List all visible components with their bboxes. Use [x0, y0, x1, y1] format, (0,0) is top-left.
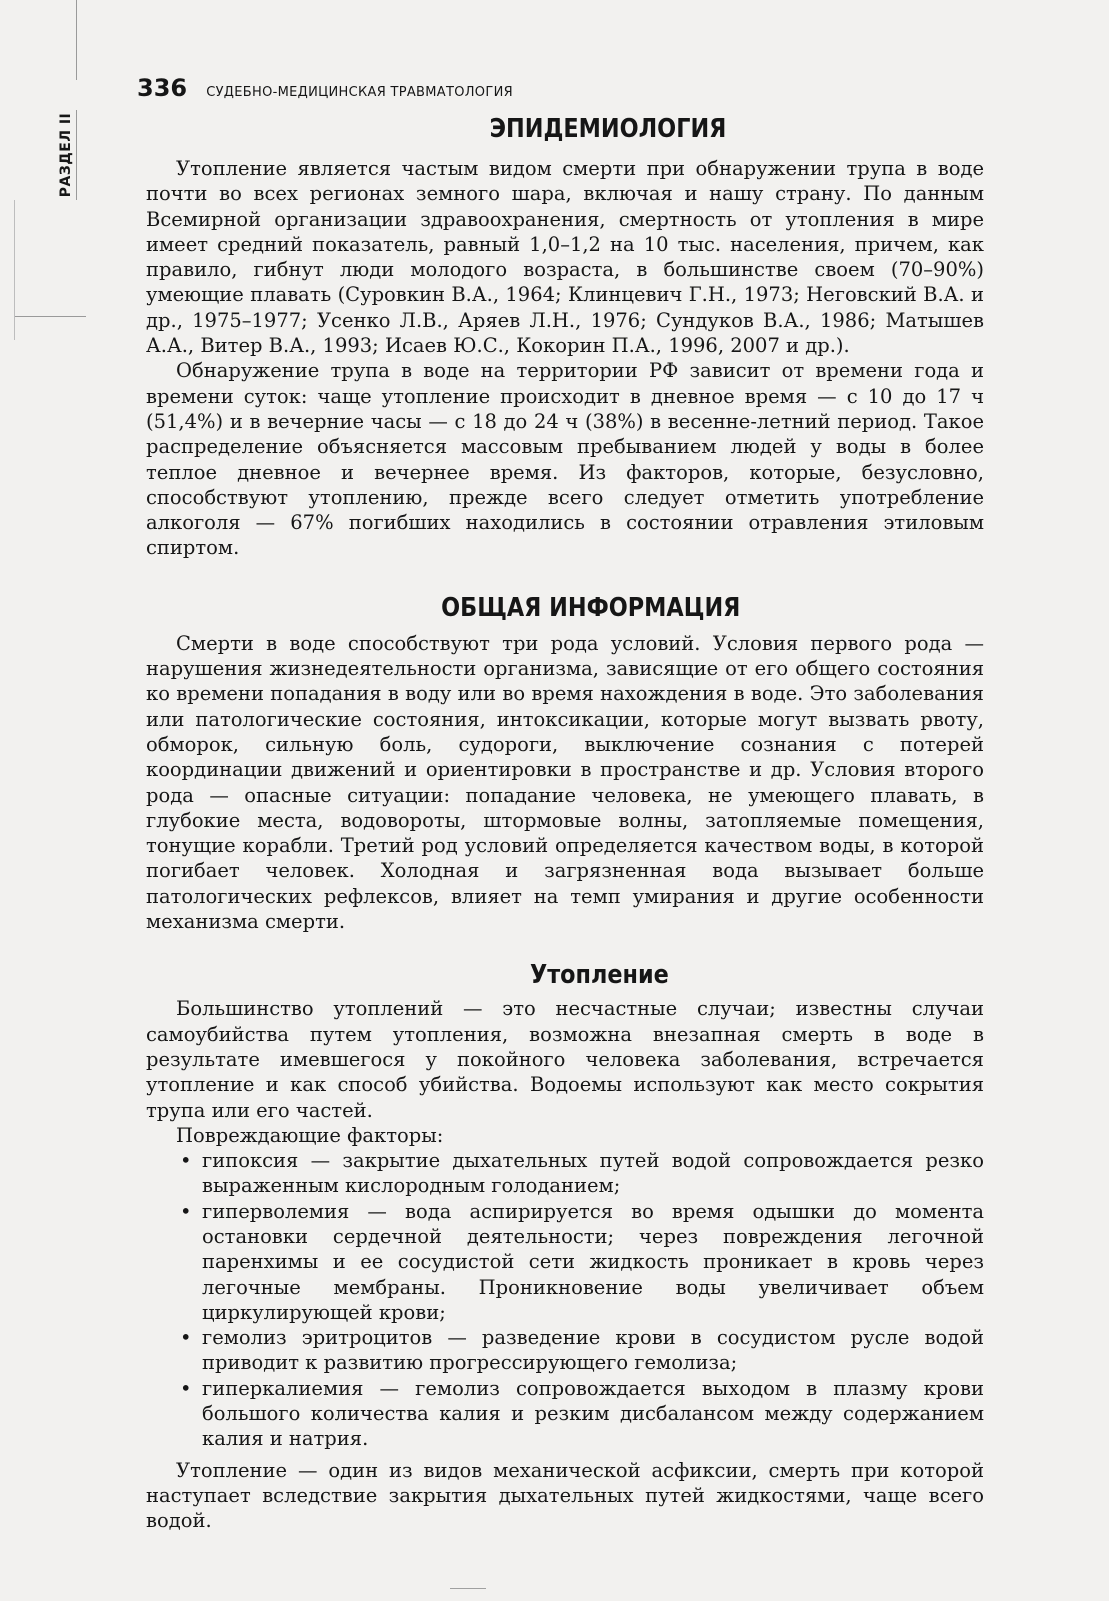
paragraph: Большинство утоплений — это несчастные случаи; известны случаи самоубийства путем утопления, возможна внезапная смерть в воде в результате имевшегося у покойного человека заболевания, встречается утопление и как способ убийства. Водоемы используют как место сокрытия трупа или его частей. [146, 997, 984, 1122]
paragraph: Смерти в воде способствуют три рода условий. Условия первого рода — нарушения жизнедеятельности организма, зависящие от его общего состояния ко времени попадания в воду или во время нахождения в воде. Это заболевания или патологические состояния, интоксикации, которые могут вызвать рвоту, обморок, сильную боль, судороги, выключение сознания с потерей координации движений и ориентировки в пространстве и др. Условия второго рода — опасные ситуации: попадание человека, не умеющего плавать, в глубокие места, водовороты, штормовые волны, затопляемые помещения, тонущие корабли. Третий род условий определяется качеством воды, в которой погибает человек. Холодная и загрязненная вода вызывает больше патологических рефлексов, влияет на темп умирания и другие особенности механизма смерти. [146, 631, 984, 934]
section-heading-epidemiology: ЭПИДЕМИОЛОГИЯ [489, 114, 727, 144]
paragraph: Обнаружение трупа в воде на территории РФ зависит от времени года и времени суток: чаще утопление происходит в дневное время — с 10 до 17 ч (51,4%) и в вечерние часы — с 18 до 24 ч (38%) в весенне-летний период. Такое распределение объясняется массовым пребыванием людей у воды в более теплое дневное и вечернее время. Из факторов, которые, безусловно, способствуют утоплению, прежде всего следует отметить употребление алкоголя — 67% погибших находились в состоянии отравления этиловым спиртом. [146, 359, 984, 560]
list-item: • гипоксия — закрытие дыхательных путей водой сопровождается резко выраженным кислородным голоданием; [202, 1148, 984, 1199]
paragraph-lead-in: Повреждающие факторы: [176, 1123, 444, 1147]
scan-edge-line [76, 0, 77, 80]
section-heading-general-info: ОБЩАЯ ИНФОРМАЦИЯ [441, 592, 741, 623]
damaging-factors-list [146, 1148, 984, 1452]
list-item: • гиперкалиемия — гемолиз сопровождается выходом в плазму крови большого количества калия и резким дисбалансом между содержанием калия и натрия. [202, 1376, 984, 1452]
section-side-tab [48, 100, 84, 210]
scan-edge-line [14, 200, 15, 340]
paragraph: Утопление является частым видом смерти при обнаружении трупа в воде почти во всех регионах земного шара, включая и нашу страну. По данным Всемирной организации здравоохранения, смертность от утопления в мире имеет средний показатель, равный 1,0–1,2 на 10 тыс. населения, причем, как правило, гибнут люди молодого возраста, в большинстве своем (70–90%) умеющие плавать (Суровкин В.А., 1964; Клинцевич Г.Н., 1973; Неговский В.А. и др., 1975–1977; Усенко Л.В., Аряев Л.Н., 1976; Сундуков В.А., 1986; Матышев А.А., Витер В.А., 1993; Исаев Ю.С., Кокорин П.А., 1996, 2007 и др.). [146, 157, 984, 358]
page-body [146, 112, 984, 1534]
running-title: СУДЕБНО-МЕДИЦИНСКАЯ ТРАВМАТОЛОГИЯ [206, 85, 513, 100]
section-heading-drowning: Утопление [529, 960, 669, 991]
list-item: • гиперволемия — вода аспирируется во время одышки до момента остановки сердечной деятельности; через повреждения легочной паренхимы и ее сосудистой сети жидкость проникает в кровь через легочные мембраны. Проникновение воды увеличивает объем циркулирующей крови; [202, 1199, 984, 1325]
list-item: • гемолиз эритроцитов — разведение крови в сосудистом русле водой приводит к развитию прогрессирующего гемолиза; [202, 1325, 984, 1376]
running-head [137, 74, 513, 102]
section-side-tab-label: РАЗДЕЛ II [58, 112, 74, 198]
scan-edge-line [14, 316, 86, 317]
footer-divider [450, 1588, 486, 1589]
paragraph: Утопление — один из видов механической асфиксии, смерть при которой наступает вследствие закрытия дыхательных путей жидкостями, чаще всего водой. [146, 1458, 984, 1533]
page-number: 336 [137, 74, 188, 102]
